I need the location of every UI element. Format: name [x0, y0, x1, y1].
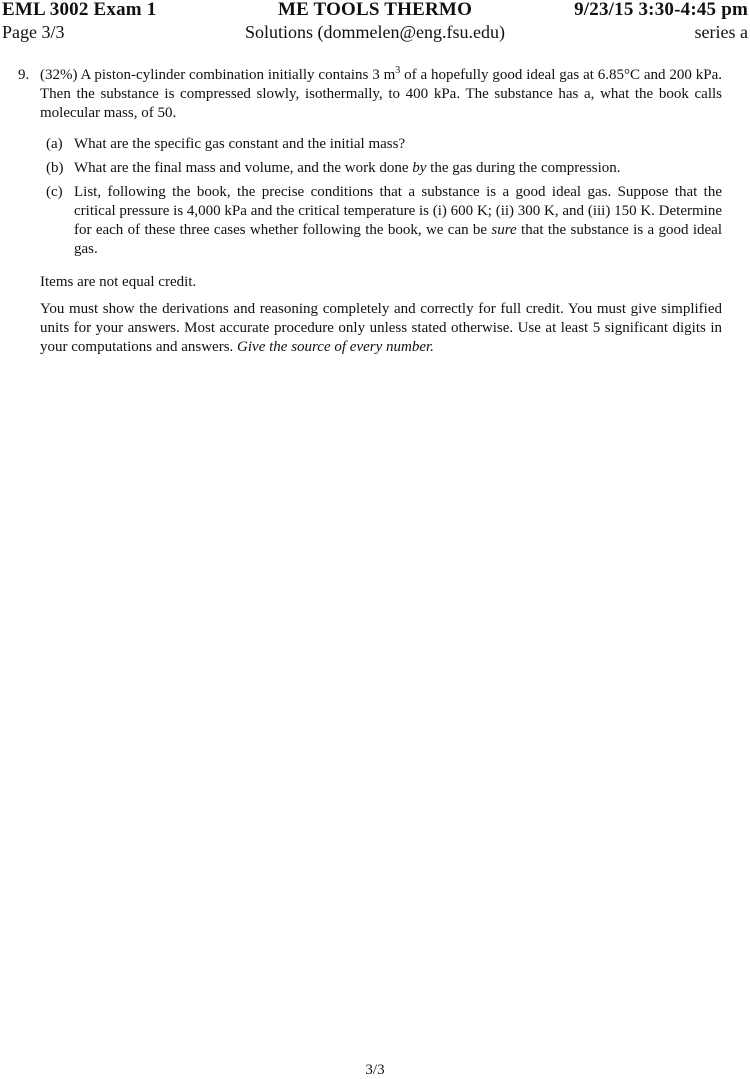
cubic-superscript: 3: [395, 65, 401, 76]
problem-text-part-1: (32%) A piston-cylinder combination initially contains 3 m: [40, 67, 396, 83]
solutions-contact: Solutions (dommelen@eng.fsu.edu): [244, 22, 506, 42]
instructions-note: [40, 300, 722, 357]
problem-parts: [40, 135, 722, 259]
header-row-1: [0, 0, 750, 22]
part-label: (c): [46, 184, 63, 200]
page-footer-number: 3/3: [365, 1062, 385, 1078]
problem-statement: [18, 65, 723, 123]
part-b: [40, 159, 722, 178]
instructions-text: You must show the derivations and reasoning completely and correctly for full credit. You must give simplified units for your answers. Most accurate procedure only unless stated otherwise. Use at least 5 significant digits in your computations and answers.: [40, 301, 722, 355]
header-row-2: [0, 22, 750, 44]
part-text: What are the final mass and volume, and the work done: [74, 160, 413, 176]
course-title: EML 3002 Exam 1: [2, 0, 157, 20]
part-text: List, following the book, the precise conditions that a substance is a good ideal gas. Suppose that the critical pressure is 4,000 kPa and the critical temperature is (i) 600 K; (ii) 300 K, and (iii) 150 K. Determine for each of these three cases whether following the book, we can be: [74, 184, 722, 238]
series-label: series a: [694, 22, 748, 42]
exam-datetime: 9/23/15 3:30-4:45 pm: [574, 0, 748, 20]
subject-title: ME TOOLS THERMO: [277, 0, 473, 20]
page-header: [0, 0, 750, 44]
problem-text-part-2: of a hopefully good ideal gas at 6.85°C and 200 kPa. Then the substance is compressed slowly, isothermally, to 400 kPa. The substance has a, what the book calls molecular mass, of 50.: [40, 67, 723, 121]
part-label: (a): [46, 136, 63, 152]
page-indicator: Page 3/3: [2, 22, 65, 42]
part-text-emphasis: by: [412, 160, 427, 176]
page-content: [0, 66, 750, 357]
part-text-emphasis: sure: [491, 222, 517, 238]
part-text: that the substance is a good ideal gas.: [74, 222, 722, 257]
problem-number: 9.: [18, 67, 30, 83]
instructions-emphasis: Give the source of every number.: [237, 339, 434, 355]
part-label: (b): [46, 160, 64, 176]
credit-note: Items are not equal credit.: [40, 274, 197, 290]
part-a: [40, 135, 722, 154]
part-text: the gas during the compression.: [426, 160, 621, 176]
part-c: [40, 183, 722, 259]
part-text: What are the specific gas constant and the initial mass?: [74, 136, 406, 152]
